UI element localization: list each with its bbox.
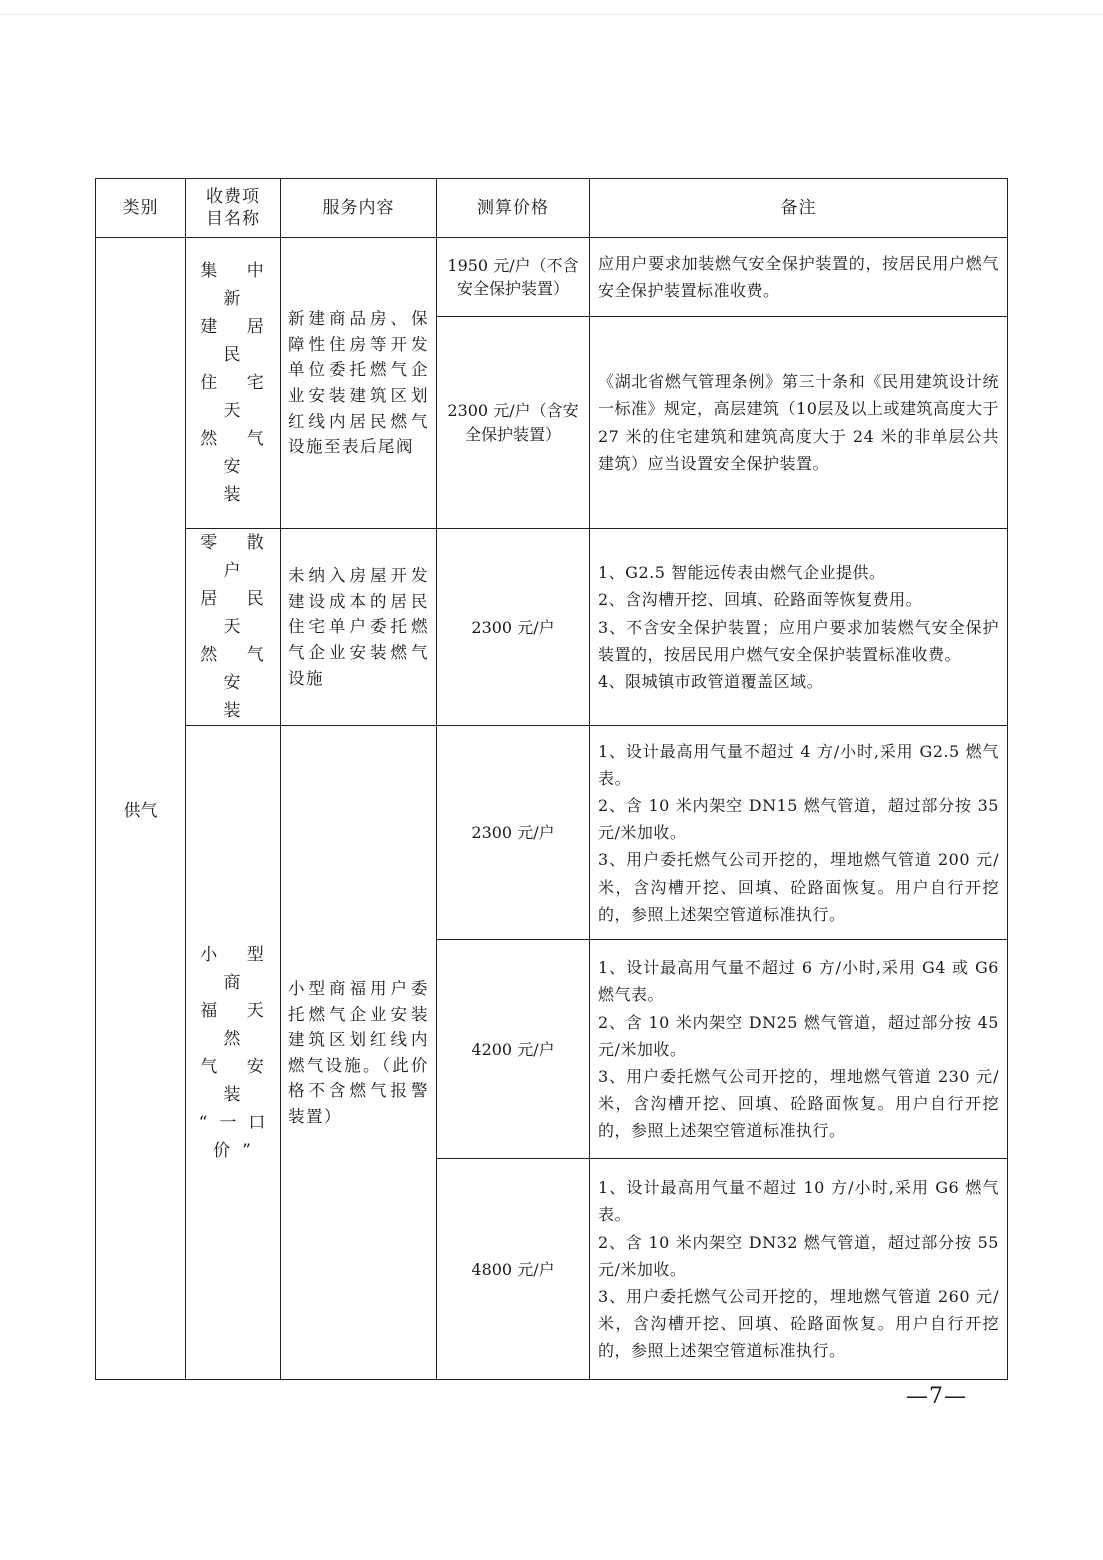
remarks-cell	[590, 529, 1008, 726]
item-name-line: 福 天 然	[200, 1000, 276, 1049]
item-name-line: 然 气 安	[200, 429, 276, 478]
remark-line: 2、含沟槽开挖、回填、砼路面等恢复费用。	[598, 590, 923, 610]
item-name-line: “一口价”	[198, 1112, 278, 1161]
remark-line: 1、G2.5 智能远传表由燃气企业提供。	[598, 563, 886, 583]
remark-line: 1、设计最高用气量不超过 10 方/小时,采用 G6 燃气表。	[598, 1178, 999, 1225]
remark-line: 应用户要求加装燃气安全保护装置的，按居民用户燃气安全保护装置标准收费。	[598, 253, 999, 300]
header-remarks: 备注	[590, 179, 1008, 238]
service-content-cell: 新建商品房、保障性住房等开发单位委托燃气企业安装建筑区划红线内居民燃气设施至表后尾阀	[281, 238, 437, 529]
page-top-edge	[0, 0, 1103, 15]
service-content-cell: 未纳入房屋开发建设成本的居民住宅单户委托燃气企业安装燃气设施	[281, 529, 437, 726]
page-number: —7—	[906, 1384, 967, 1409]
item-name-line: 建 居 民	[200, 316, 276, 365]
remarks-cell	[590, 238, 1008, 317]
remark-line: 1、设计最高用气量不超过 4 方/小时,采用 G2.5 燃气表。	[598, 741, 999, 788]
remark-line: 4、限城镇市政管道覆盖区域。	[598, 671, 824, 691]
remark-line: 3、用户委托燃气公司开挖的，埋地燃气管道 260 元/米，含沟槽开挖、回填、砼路面恢复。用户自行开挖的，参照上述架空管道标准执行。	[598, 1286, 999, 1361]
remarks-cell	[590, 940, 1008, 1159]
header-service: 服务内容	[281, 179, 437, 238]
remarks-cell	[590, 317, 1008, 529]
remark-line: 《湖北省燃气管理条例》第三十条和《民用建筑设计统一标准》规定，高层建筑（10层及以上或建筑高度大于 27 米的住宅建筑和建筑高度大于 24 米的非单层公共建筑）应当设置安全保护装置。	[598, 372, 999, 473]
item-name-line: 零 散 户	[200, 533, 276, 582]
remark-line: 2、含 10 米内架空 DN32 燃气管道，超过部分按 55 元/米加收。	[598, 1232, 999, 1279]
price-cell: 2300 元/户	[437, 529, 590, 726]
table-row	[96, 726, 1008, 940]
remarks-cell	[590, 726, 1008, 940]
item-name-line: 小 型 商	[200, 944, 276, 993]
table-row	[96, 238, 1008, 317]
table-row	[96, 529, 1008, 726]
header-item-name: 收费项目名称	[186, 179, 281, 238]
item-name-line: 气 安 装	[200, 1056, 276, 1105]
header-category: 类别	[96, 179, 186, 238]
header-price: 测算价格	[437, 179, 590, 238]
item-name-line: 装	[223, 485, 253, 506]
remark-line: 3、用户委托燃气公司开挖的，埋地燃气管道 200 元/米，含沟槽开挖、回填、砼路面恢复。用户自行开挖的，参照上述架空管道标准执行。	[598, 850, 999, 924]
price-cell: 4800 元/户	[437, 1159, 590, 1380]
item-name-line: 然 气 安	[200, 645, 276, 694]
price-cell: 1950 元/户（不含安全保护装置）	[437, 238, 590, 317]
price-cell: 2300 元/户（含安全保护装置）	[437, 317, 590, 529]
fee-table-body	[96, 238, 1008, 1380]
item-name-line: 住 宅 天	[200, 372, 276, 422]
service-content-cell: 小型商福用户委托燃气企业安装建筑区划红线内燃气设施。（此价格不含燃气报警装置）	[281, 726, 437, 1380]
item-name-cell	[186, 726, 281, 1380]
remark-line: 2、含 10 米内架空 DN25 燃气管道，超过部分按 45 元/米加收。	[598, 1012, 999, 1059]
remarks-cell	[590, 1159, 1008, 1380]
item-name-line: 居 民 天	[200, 589, 276, 638]
price-cell: 4200 元/户	[437, 940, 590, 1159]
remark-line: 3、用户委托燃气公司开挖的，埋地燃气管道 230 元/米，含沟槽开挖、回填、砼路面恢复。用户自行开挖的，参照上述架空管道标准执行。	[598, 1066, 999, 1141]
item-name-line: 集 中 新	[200, 260, 276, 309]
header-row	[96, 179, 1008, 238]
fee-table	[95, 178, 1008, 1380]
price-cell: 2300 元/户	[437, 726, 590, 940]
remark-line: 1、设计最高用气量不超过 6 方/小时,采用 G4 或 G6 燃气表。	[598, 958, 999, 1005]
item-name-cell	[186, 529, 281, 726]
category-cell: 供气	[96, 238, 186, 1380]
remark-line: 2、含 10 米内架空 DN15 燃气管道，超过部分按 35 元/米加收。	[598, 796, 999, 843]
item-name-line: 装	[223, 701, 253, 722]
item-name-cell	[186, 238, 281, 529]
remark-line: 3、不含安全保护装置；应用户要求加装燃气安全保护装置的，按居民用户燃气安全保护装置标准收费。	[598, 617, 999, 664]
